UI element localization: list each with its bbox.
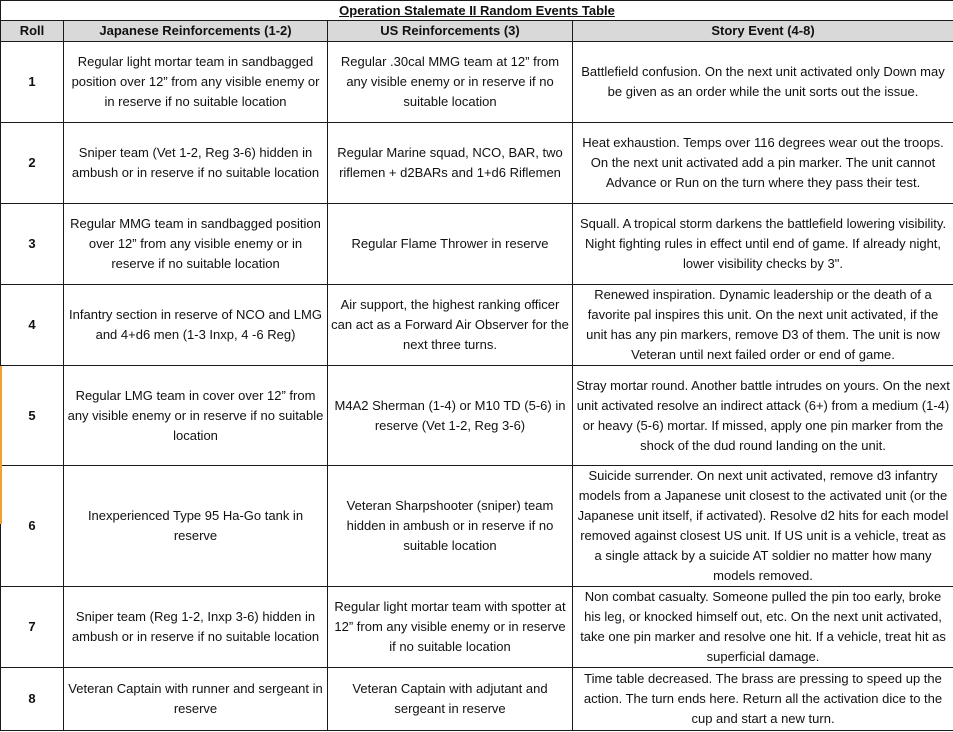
table-row — [1, 366, 953, 466]
story-cell: Renewed inspiration. Dynamic leadership or the death of a favorite pal inspires this unit. On the next unit activated, if the unit has any pin markers, remove D3 of them. The unit is now Veteran until next failed order or end of game. — [573, 285, 953, 366]
us-cell: Regular light mortar team with spotter at 12” from any visible enemy or in reserve if no suitable location — [328, 587, 573, 668]
roll-cell: 2 — [1, 123, 64, 204]
story-cell: Time table decreased. The brass are pressing to speed up the action. The turn ends here. Return all the activation dice to the cup and start a new turn. — [573, 668, 953, 731]
table-row — [1, 42, 953, 123]
story-cell: Non combat casualty. Someone pulled the pin too early, broke his leg, or knocked himself out, etc. On the next unit activated, take one pin marker and resolve one hit. If a vehicle, treat hit as superficial damage. — [573, 587, 953, 668]
roll-cell: 8 — [1, 668, 64, 731]
roll-cell: 6 — [1, 466, 64, 587]
table-row — [1, 204, 953, 285]
roll-cell: 4 — [1, 285, 64, 366]
japanese-cell: Veteran Captain with runner and sergeant in reserve — [64, 668, 328, 731]
us-cell: Veteran Captain with adjutant and sergeant in reserve — [328, 668, 573, 731]
header-japanese: Japanese Reinforcements (1-2) — [64, 21, 328, 42]
japanese-cell: Regular LMG team in cover over 12” from any visible enemy or in reserve if no suitable location — [64, 366, 328, 466]
japanese-cell: Sniper team (Reg 1-2, Inxp 3-6) hidden in ambush or in reserve if no suitable location — [64, 587, 328, 668]
us-cell: Regular Flame Thrower in reserve — [328, 204, 573, 285]
japanese-cell: Regular light mortar team in sandbagged position over 12” from any visible enemy or in reserve if no suitable location — [64, 42, 328, 123]
story-cell: Suicide surrender. On next unit activated, remove d3 infantry models from a Japanese unit closest to the activated unit (or the Japanese unit itself, if activated). Resolve d2 hits for each model removed against closest US unit. If US unit is a vehicle, treat as a single attack by a suicide AT soldier no matter how many models removed. — [573, 466, 953, 587]
table-row — [1, 123, 953, 204]
japanese-cell: Inexperienced Type 95 Ha-Go tank in reserve — [64, 466, 328, 587]
table-title: Operation Stalemate II Random Events Table — [1, 1, 953, 21]
roll-cell: 3 — [1, 204, 64, 285]
story-cell: Battlefield confusion. On the next unit activated only Down may be given as an order while the unit sorts out the issue. — [573, 42, 953, 123]
table-row — [1, 587, 953, 668]
roll-cell: 7 — [1, 587, 64, 668]
us-cell: Veteran Sharpshooter (sniper) team hidden in ambush or in reserve if no suitable location — [328, 466, 573, 587]
story-cell: Squall. A tropical storm darkens the battlefield lowering visibility. Night fighting rules in effect until end of game. If already night, lower visibility checks by 3". — [573, 204, 953, 285]
story-cell: Heat exhaustion. Temps over 116 degrees wear out the troops. On the next unit activated add a pin marker. The unit cannot Advance or Run on the turn where they pass their test. — [573, 123, 953, 204]
roll-cell: 5 — [1, 366, 64, 466]
table-row — [1, 285, 953, 366]
header-roll: Roll — [1, 21, 64, 42]
header-story: Story Event (4-8) — [573, 21, 953, 42]
table-row — [1, 466, 953, 587]
us-cell: Air support, the highest ranking officer can act as a Forward Air Observer for the next three turns. — [328, 285, 573, 366]
roll-cell: 1 — [1, 42, 64, 123]
header-us: US Reinforcements (3) — [328, 21, 573, 42]
header-row — [1, 21, 953, 42]
us-cell: M4A2 Sherman (1-4) or M10 TD (5-6) in reserve (Vet 1-2, Reg 3-6) — [328, 366, 573, 466]
japanese-cell: Regular MMG team in sandbagged position over 12” from any visible enemy or in reserve if no suitable location — [64, 204, 328, 285]
edge-accent — [0, 366, 2, 524]
japanese-cell: Sniper team (Vet 1-2, Reg 3-6) hidden in ambush or in reserve if no suitable location — [64, 123, 328, 204]
us-cell: Regular Marine squad, NCO, BAR, two riflemen + d2BARs and 1+d6 Riflemen — [328, 123, 573, 204]
story-cell: Stray mortar round. Another battle intrudes on yours. On the next unit activated resolve an indirect attack (6+) from a medium (1-4) or heavy (5-6) mortar. If missed, apply one pin marker from the shock of the dud round landing on the unit. — [573, 366, 953, 466]
us-cell: Regular .30cal MMG team at 12” from any visible enemy or in reserve if no suitable location — [328, 42, 573, 123]
japanese-cell: Infantry section in reserve of NCO and LMG and 4+d6 men (1-3 Inxp, 4 -6 Reg) — [64, 285, 328, 366]
table-row — [1, 668, 953, 731]
